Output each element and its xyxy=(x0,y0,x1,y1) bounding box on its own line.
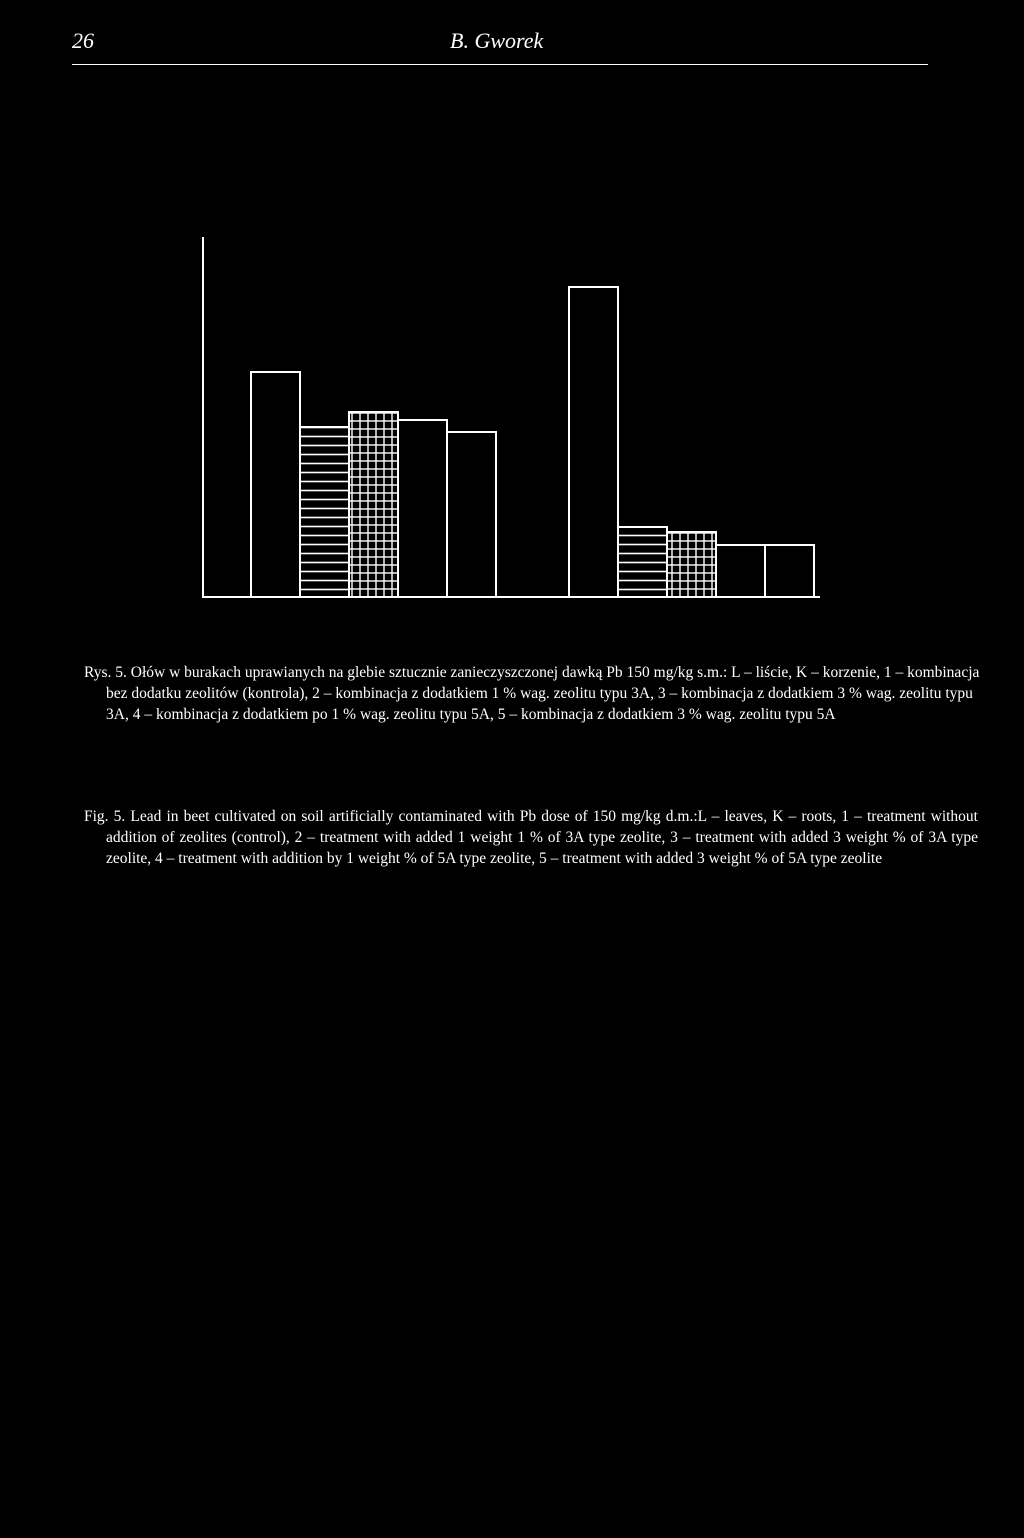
bar-l-5 xyxy=(447,432,496,597)
bar-k-3 xyxy=(667,532,716,597)
bar-l-1 xyxy=(251,372,300,597)
bar-l-2 xyxy=(300,427,349,597)
running-head-author: B. Gworek xyxy=(450,28,544,53)
bar-k-1 xyxy=(569,287,618,597)
bar-k-2 xyxy=(618,527,667,597)
bar-l-4 xyxy=(398,420,447,597)
bar-k-4 xyxy=(716,545,765,597)
bar-chart xyxy=(180,225,840,605)
bar-group xyxy=(251,287,814,597)
page-header xyxy=(72,28,928,68)
header-rule xyxy=(72,64,928,65)
bar-l-3 xyxy=(349,412,398,597)
page-number: 26 xyxy=(72,28,94,53)
bar-k-5 xyxy=(765,545,814,597)
caption-english: Fig. 5. Lead in beet cultivated on soil artificially contaminated with Pb dose of 150 mg/kg d.m.:L – leaves, K – roots, 1 – treatment without addition of zeolites (control), 2 – treatment with added 1 weight 1 % of 3A type zeolite, 3 – treatment with added 3 weight % of 3A type zeolite, 4 – treatment with addition by 1 weight % of 5A type zeolite, 5 – treatment with added 3 weight % of 5A type zeolite xyxy=(84,808,978,867)
caption-polish: Rys. 5. Ołów w burakach uprawianych na glebie sztucznie zanieczyszczonej dawką Pb 150 mg/kg s.m.: L – liście, K – korzenie, 1 – kombinacja bez dodatku zeolitów (kontrola), 2 – kombinacja z dodatkiem 1 % wag. zeolitu typu 3A, 3 – kombinacja z dodatkiem 3 % wag. zeolitu typu 3A, 4 – kombinacja z dodatkiem po 1 % wag. zeolitu typu 5A, 5 – kombinacja z dodatkiem 3 % wag. zeolitu typu 5A xyxy=(84,664,980,723)
